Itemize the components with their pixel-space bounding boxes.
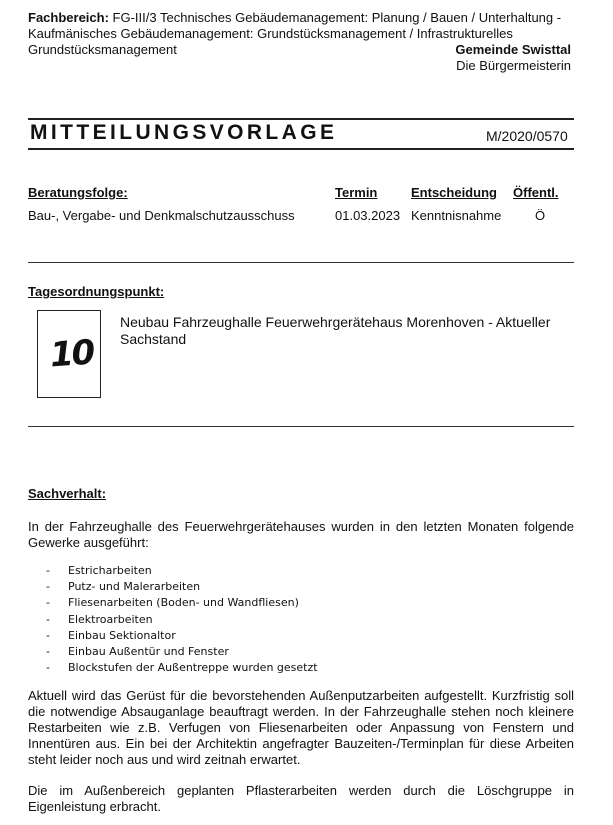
gremium-cell: Bau-, Vergabe- und Denkmalschutzausschuss — [28, 208, 295, 223]
list-item: - Elektroarbeiten — [46, 612, 153, 626]
divider-after-beratung — [28, 262, 574, 263]
fachbereich-label: Fachbereich: — [28, 10, 109, 25]
agenda-topic: Neubau Fahrzeughalle Feuerwehrgerätehaus Morenhoven - Aktueller Sachstand — [120, 314, 551, 347]
title-top-rule — [28, 118, 574, 120]
document-title: MITTEILUNGSVORLAGE — [30, 121, 338, 144]
sachverhalt-paragraph-2: Aktuell wird das Gerüst für die bevorstehenden Außenputzarbeiten aufgestellt. Kurzfristig soll die notwendige Absauganlage beauftragt werden. In der Fahrzeughalle stehen noch kleinere Restarbeiten wie z.B. Verfugen von Fliesenarbeiten oder Anpassung von Fenstern und Innentüren aus. Ein bei der Architektin angefragter Bauzeiten-/Terminplan für diese Arbeiten steht leider noch aus und wird zeitnah erwartet. — [28, 688, 574, 767]
sachverhalt-label: Sachverhalt: — [28, 486, 107, 501]
list-item: - Fliesenarbeiten (Boden- und Wandfliesen) — [46, 596, 299, 610]
entscheidung-header: Entscheidung — [411, 185, 497, 200]
list-item: - Putz- und Malerarbeiten — [46, 580, 201, 594]
sachverhalt-intro: In der Fahrzeughalle des Feuerwehrgerätehauses wurden in den letzten Monaten folgende Gewerke ausgeführt: — [28, 519, 574, 550]
municipality-block — [455, 42, 571, 74]
title-bottom-rule — [28, 148, 574, 150]
fachbereich-line-1: FG-III/3 Technisches Gebäudemanagement: Planung / Bauen / Unterhaltung - — [112, 10, 562, 25]
fachbereich-line-3: Grundstücksmanagement — [28, 42, 177, 57]
tagesordnungspunkt-label: Tagesordnungspunkt: — [28, 284, 165, 299]
termin-header: Termin — [335, 185, 378, 200]
list-item: - Einbau Sektionaltor — [46, 628, 176, 642]
list-item: - Blockstufen der Außentreppe wurden gesetzt — [46, 661, 318, 675]
divider-after-topic — [28, 426, 574, 427]
buergermeisterin-label: Die Bürgermeisterin — [456, 58, 571, 73]
document-reference: M/2020/0570 — [486, 128, 568, 144]
list-item: - Estricharbeiten — [46, 564, 152, 577]
termin-cell: 01.03.2023 — [335, 208, 401, 223]
gewerke-list — [46, 563, 318, 676]
oeffentl-header: Öffentl. — [513, 185, 559, 200]
agenda-number: 10 — [48, 332, 95, 376]
fachbereich-line-2: Kaufmänisches Gebäudemanagement: Grundstücksmanagement / Infrastrukturelles — [28, 26, 513, 41]
beratungsfolge-header: Beratungsfolge: — [28, 185, 128, 200]
entscheidung-cell: Kenntnisnahme — [411, 208, 502, 223]
sachverhalt-paragraph-3: Die im Außenbereich geplanten Pflasterarbeiten werden durch die Löschgruppe in Eigenleistung erbracht. — [28, 783, 574, 814]
list-item: - Einbau Außentür und Fenster — [46, 644, 229, 658]
oeffentl-cell: Ö — [535, 208, 546, 223]
gemeinde-name: Gemeinde Swisttal — [455, 42, 571, 57]
